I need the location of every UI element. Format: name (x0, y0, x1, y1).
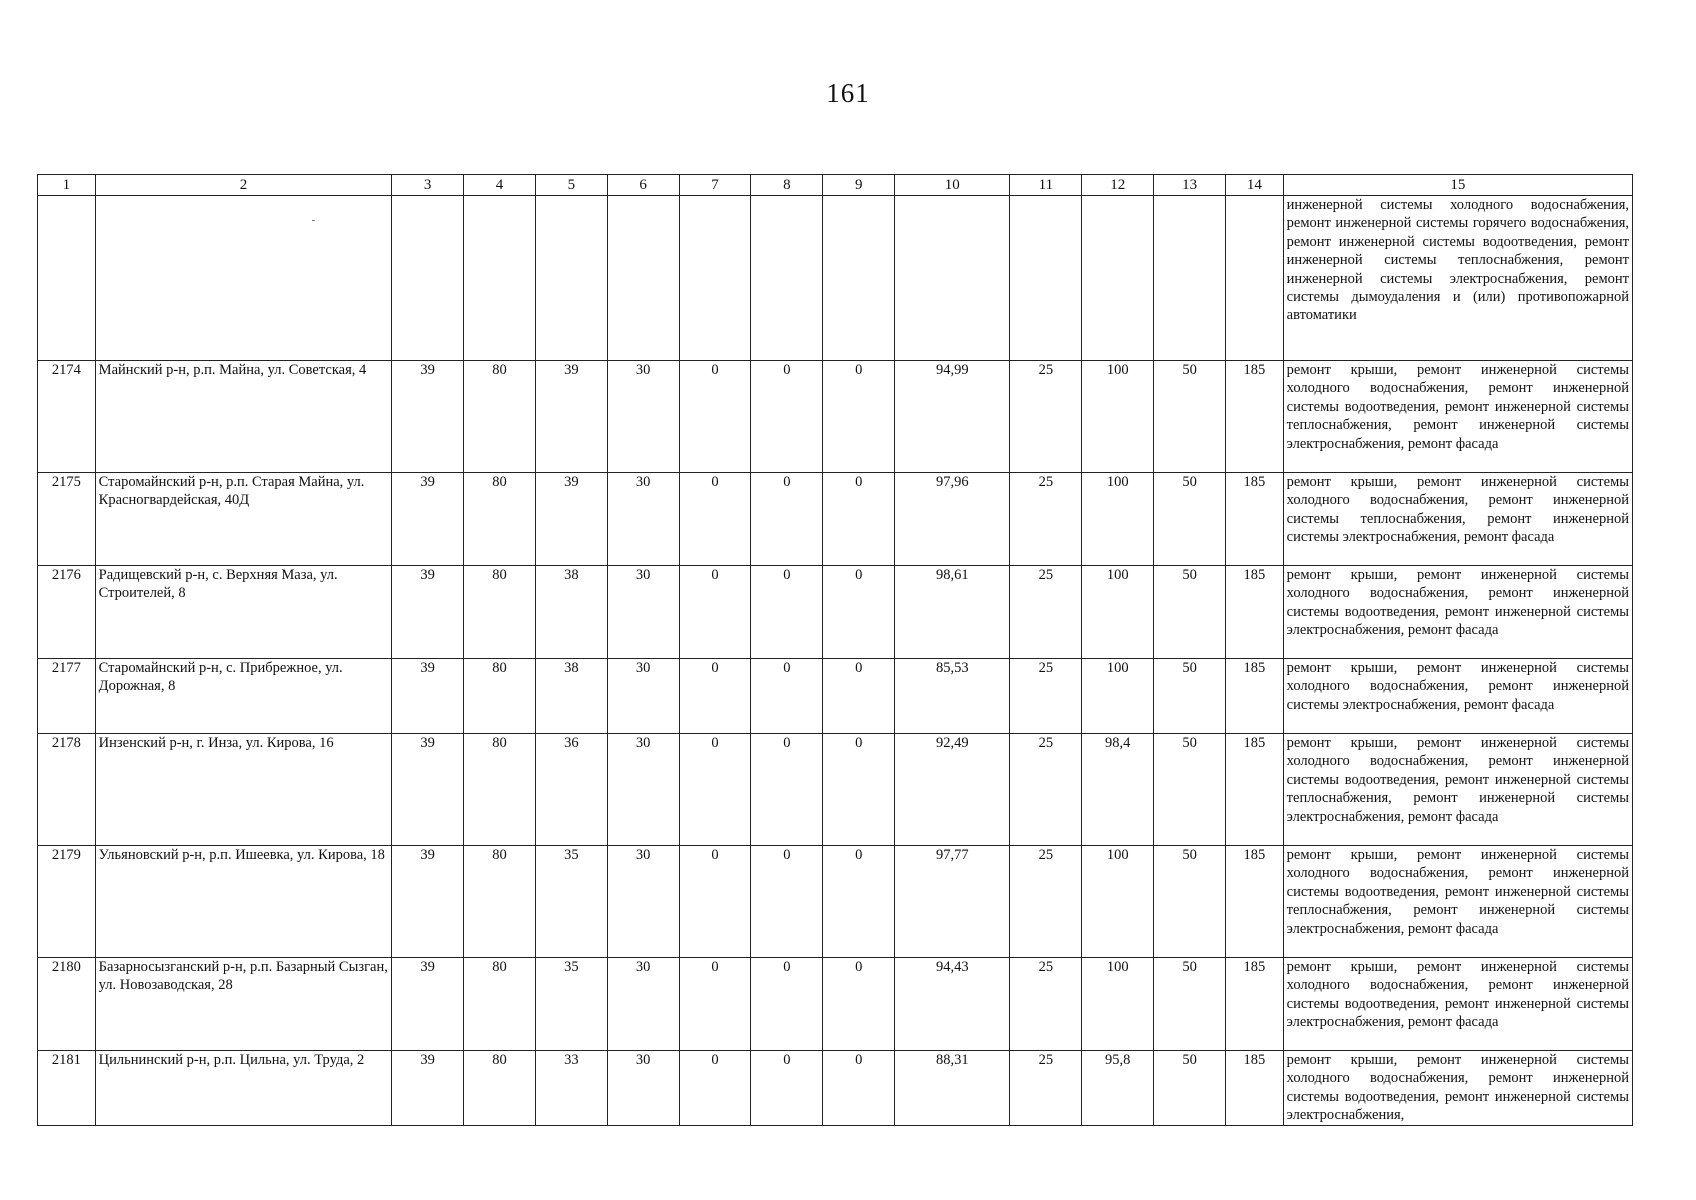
column-number-row (38, 175, 1633, 196)
row-number: 2178 (38, 734, 96, 846)
repair-program-table (37, 174, 1633, 1126)
table-row: 2177 Старомайнский р-н, с. Прибрежное, ул. Дорожная, 8 39 80 38 30 0 0 0 85,53 25 100 50 185 ремонт крыши, ремонт инженерной системы холодного водоснабжения, ремонт инженерной системы электроснабжения, ремонт фасада (38, 659, 1633, 734)
row-number: 2176 (38, 566, 96, 659)
table-row: 2179 Ульяновский р-н, р.п. Ишеевка, ул. Кирова, 18 39 80 35 30 0 0 0 97,77 25 100 50 185 ремонт крыши, ремонт инженерной системы холодного водоснабжения, ремонт инженерной системы водоотведения, ремонт инженерной системы теплоснабжения, ремонт инженерной системы электроснабжения, ремонт фасада (38, 846, 1633, 958)
row-number: 2174 (38, 361, 96, 473)
column-header: 2 (95, 175, 392, 196)
column-header: 14 (1226, 175, 1284, 196)
address-cell: Базарносызганский р-н, р.п. Базарный Сызган, ул. Новозаводская, 28 (95, 958, 392, 1051)
works-cell: инженерной системы холодного водоснабжения, ремонт инженерной системы горячего водоснабжения, ремонт инженерной системы водоотведения, ремонт инженерной системы теплоснабжения, ремонт инженерной системы электроснабжения, ремонт системы дымоудаления и (или) противопожарной автоматики (1283, 196, 1632, 361)
row-number: 2181 (38, 1051, 96, 1126)
column-header: 4 (464, 175, 536, 196)
column-header: 11 (1010, 175, 1082, 196)
row-number: 2179 (38, 846, 96, 958)
table-row: 2181 Цильнинский р-н, р.п. Цильна, ул. Труда, 2 39 80 33 30 0 0 0 88,31 25 95,8 50 185 ремонт крыши, ремонт инженерной системы холодного водоснабжения, ремонт инженерной системы водоотведения, ремонт инженерной системы электроснабжения, (38, 1051, 1633, 1126)
table-row: 2175 Старомайнский р-н, р.п. Старая Майна, ул. Красногвардейская, 40Д 39 80 39 30 0 0 0 97,96 25 100 50 185 ремонт крыши, ремонт инженерной системы холодного водоснабжения, ремонт инженерной системы теплоснабжения, ремонт инженерной системы электроснабжения, ремонт фасада (38, 473, 1633, 566)
works-cell: ремонт крыши, ремонт инженерной системы холодного водоснабжения, ремонт инженерной системы водоотведения, ремонт инженерной системы электроснабжения, (1283, 1051, 1632, 1126)
address-cell: Инзенский р-н, г. Инза, ул. Кирова, 16 (95, 734, 392, 846)
column-header: 3 (392, 175, 464, 196)
column-header: 12 (1082, 175, 1154, 196)
table-row: 2176 Радищевский р-н, с. Верхняя Маза, ул. Строителей, 8 39 80 38 30 0 0 0 98,61 25 100 50 185 ремонт крыши, ремонт инженерной системы холодного водоснабжения, ремонт инженерной системы водоотведения, ремонт инженерной системы электроснабжения, ремонт фасада (38, 566, 1633, 659)
row-number: 2175 (38, 473, 96, 566)
column-header: 10 (895, 175, 1010, 196)
page-number: 161 (826, 78, 870, 108)
works-cell: ремонт крыши, ремонт инженерной системы холодного водоснабжения, ремонт инженерной системы водоотведения, ремонт инженерной системы теплоснабжения, ремонт инженерной системы электроснабжения, ремонт фасада (1283, 361, 1632, 473)
address-cell: Радищевский р-н, с. Верхняя Маза, ул. Строителей, 8 (95, 566, 392, 659)
row-number: 2180 (38, 958, 96, 1051)
works-cell: ремонт крыши, ремонт инженерной системы холодного водоснабжения, ремонт инженерной системы водоотведения, ремонт инженерной системы теплоснабжения, ремонт инженерной системы электроснабжения, ремонт фасада (1283, 734, 1632, 846)
works-cell: ремонт крыши, ремонт инженерной системы холодного водоснабжения, ремонт инженерной системы водоотведения, ремонт инженерной системы теплоснабжения, ремонт инженерной системы электроснабжения, ремонт фасада (1283, 846, 1632, 958)
table-row: 2178 Инзенский р-н, г. Инза, ул. Кирова, 16 39 80 36 30 0 0 0 92,49 25 98,4 50 185 ремонт крыши, ремонт инженерной системы холодного водоснабжения, ремонт инженерной системы водоотведения, ремонт инженерной системы теплоснабжения, ремонт инженерной системы электроснабжения, ремонт фасада (38, 734, 1633, 846)
address-cell: Старомайнский р-н, р.п. Старая Майна, ул. Красногвардейская, 40Д (95, 473, 392, 566)
row-number: 2177 (38, 659, 96, 734)
works-cell: ремонт крыши, ремонт инженерной системы холодного водоснабжения, ремонт инженерной системы водоотведения, ремонт инженерной системы электроснабжения, ремонт фасада (1283, 958, 1632, 1051)
table-row: 2174 Майнский р-н, р.п. Майна, ул. Советская, 4 39 80 39 30 0 0 0 94,99 25 100 50 185 ремонт крыши, ремонт инженерной системы холодного водоснабжения, ремонт инженерной системы водоотведения, ремонт инженерной системы теплоснабжения, ремонт инженерной системы электроснабжения, ремонт фасада (38, 361, 1633, 473)
column-header: 13 (1154, 175, 1226, 196)
address-cell: Ульяновский р-н, р.п. Ишеевка, ул. Кирова, 18 (95, 846, 392, 958)
column-header: 1 (38, 175, 96, 196)
address-cell: Цильнинский р-н, р.п. Цильна, ул. Труда, 2 (95, 1051, 392, 1126)
stray-mark: - (95, 196, 392, 361)
column-header: 15 (1283, 175, 1632, 196)
column-header: 9 (823, 175, 895, 196)
works-cell: ремонт крыши, ремонт инженерной системы холодного водоснабжения, ремонт инженерной системы теплоснабжения, ремонт инженерной системы электроснабжения, ремонт фасада (1283, 473, 1632, 566)
address-cell: Старомайнский р-н, с. Прибрежное, ул. Дорожная, 8 (95, 659, 392, 734)
column-header: 7 (679, 175, 751, 196)
column-header: 5 (535, 175, 607, 196)
column-header: 6 (607, 175, 679, 196)
works-cell: ремонт крыши, ремонт инженерной системы холодного водоснабжения, ремонт инженерной системы электроснабжения, ремонт фасада (1283, 659, 1632, 734)
address-cell: Майнский р-н, р.п. Майна, ул. Советская, 4 (95, 361, 392, 473)
table-row: 2180 Базарносызганский р-н, р.п. Базарный Сызган, ул. Новозаводская, 28 39 80 35 30 0 0 0 94,43 25 100 50 185 ремонт крыши, ремонт инженерной системы холодного водоснабжения, ремонт инженерной системы водоотведения, ремонт инженерной системы электроснабжения, ремонт фасада (38, 958, 1633, 1051)
continuation-row (38, 196, 1633, 361)
column-header: 8 (751, 175, 823, 196)
works-cell: ремонт крыши, ремонт инженерной системы холодного водоснабжения, ремонт инженерной системы водоотведения, ремонт инженерной системы электроснабжения, ремонт фасада (1283, 566, 1632, 659)
